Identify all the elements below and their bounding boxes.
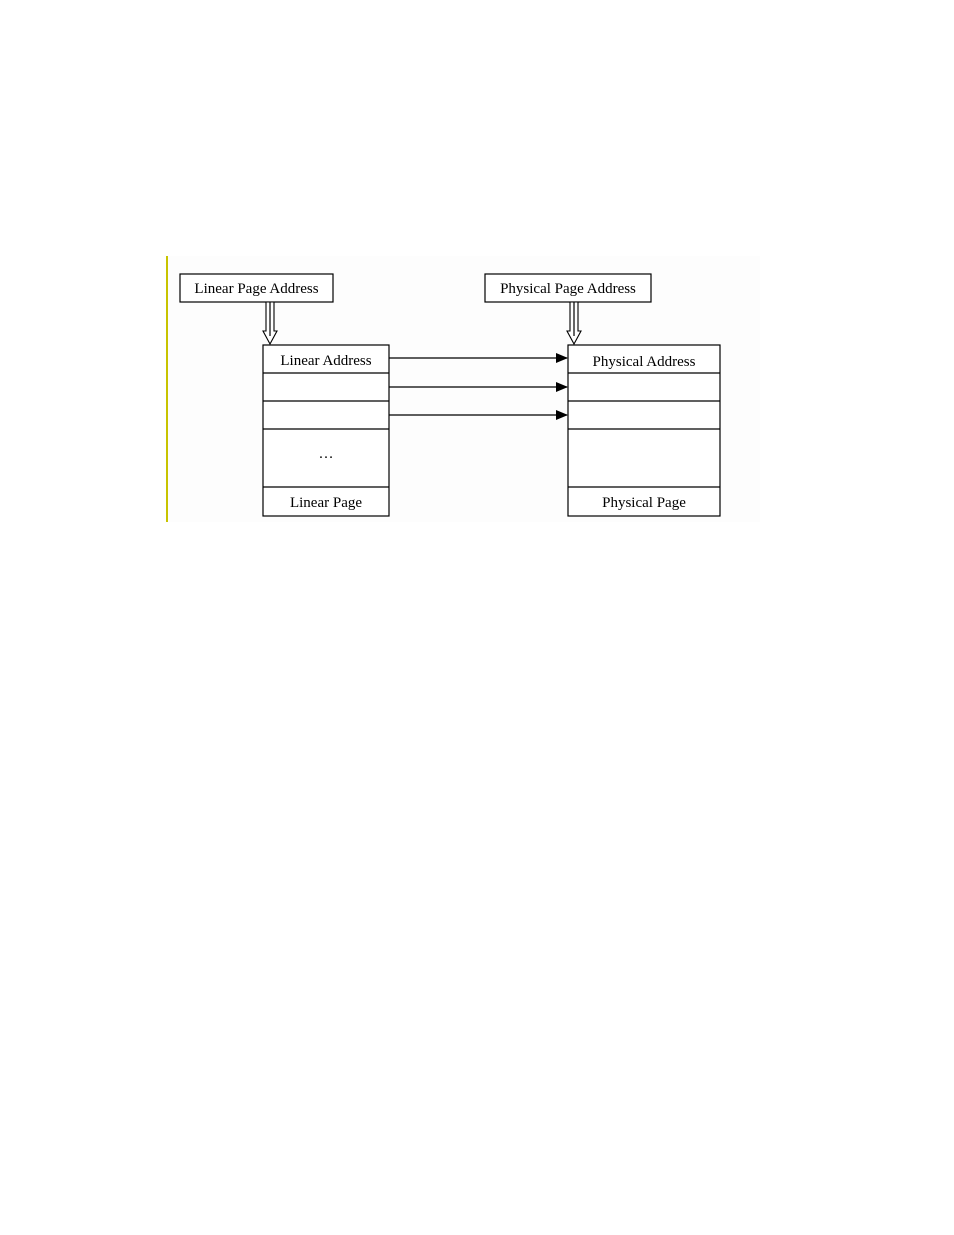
physical-page-cell: Physical Page	[602, 495, 686, 511]
ellipsis-cell: …	[318, 446, 334, 462]
diagram-canvas	[166, 256, 760, 522]
linear-page-cell: Linear Page	[289, 495, 363, 511]
linear-page-address-box	[180, 274, 333, 302]
paging-diagram	[166, 256, 760, 522]
physical-page-address-box	[485, 274, 651, 302]
linear-page-address-label: Linear Page Address	[194, 281, 319, 297]
linear-address-cell: Linear Address	[280, 353, 372, 369]
hollow-down-arrow-icon	[567, 302, 581, 344]
physical-page-table	[568, 345, 720, 516]
physical-address-cell: Physical Address	[592, 354, 696, 370]
hollow-down-arrow-icon	[263, 302, 277, 344]
physical-page-address-label: Physical Page Address	[500, 281, 636, 297]
linear-page-table	[263, 345, 389, 516]
